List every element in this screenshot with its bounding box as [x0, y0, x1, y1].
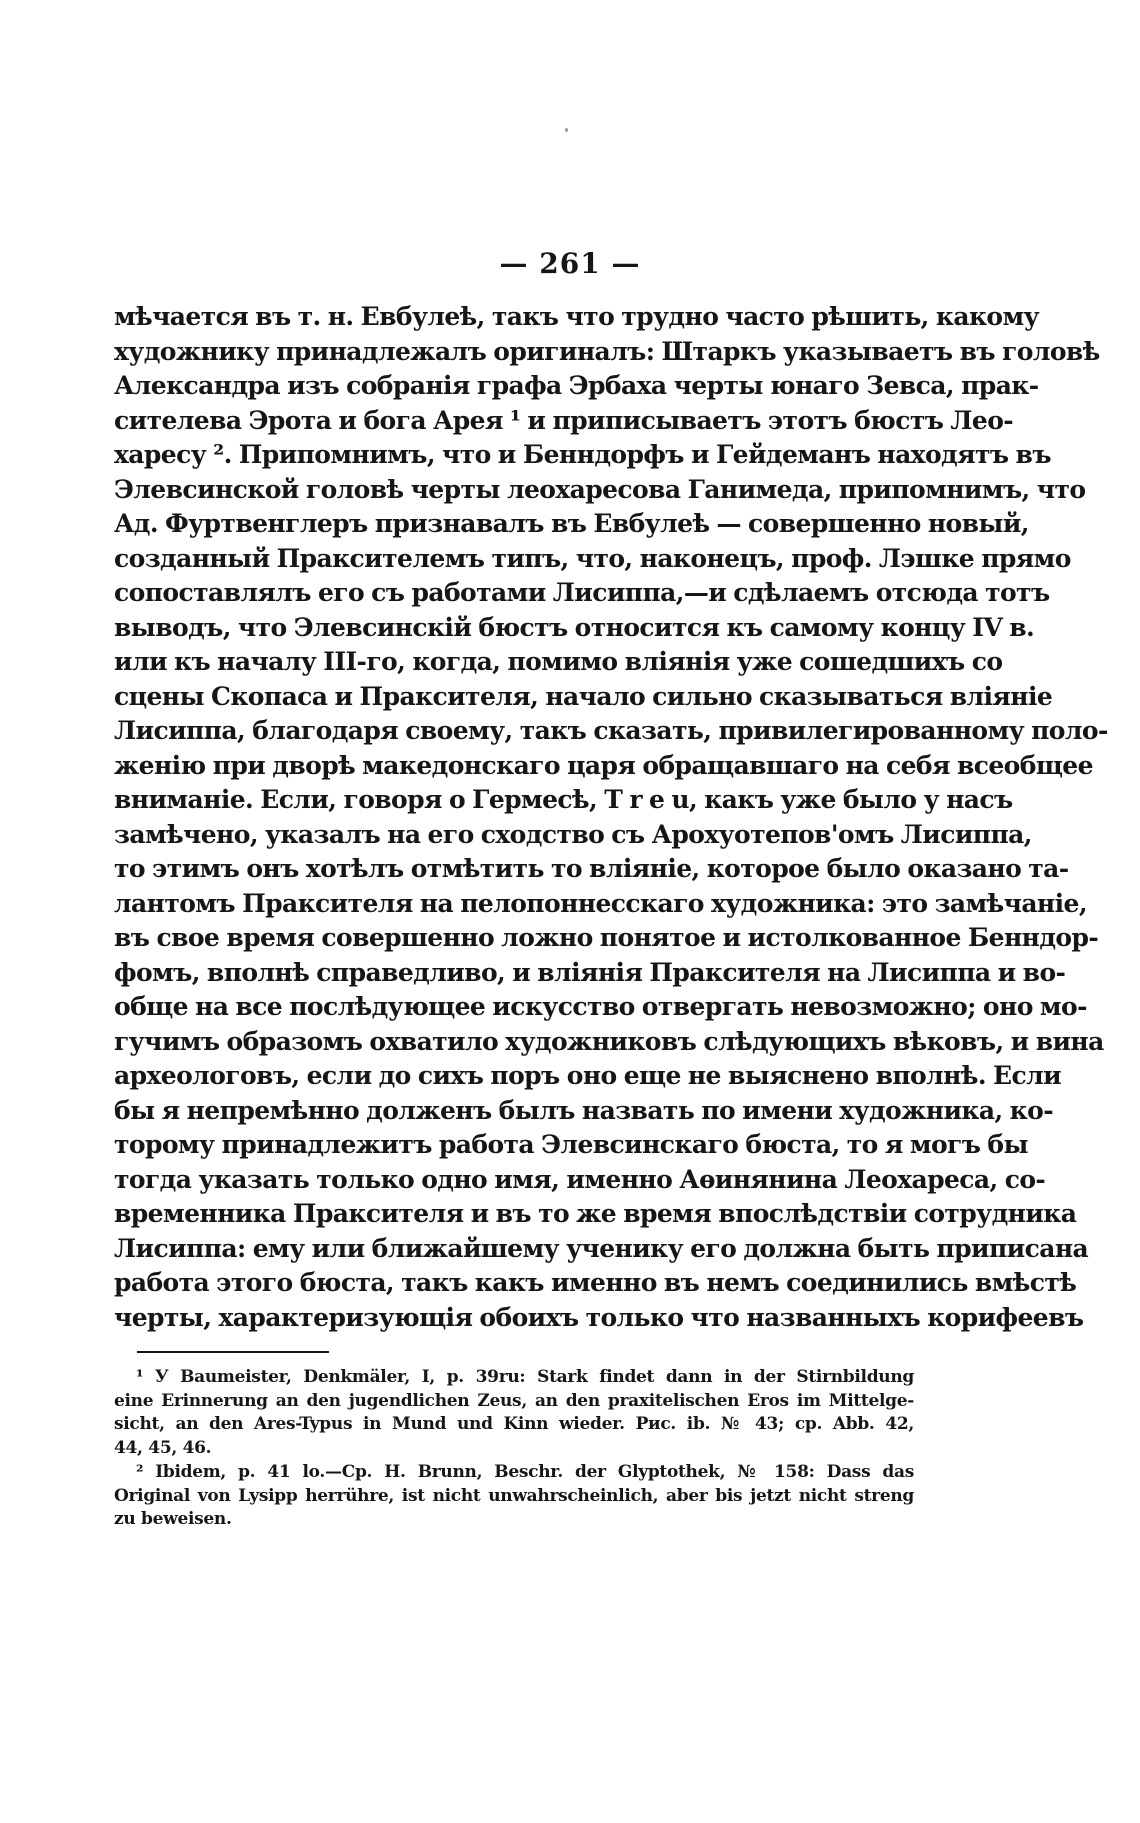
- text-line: созданный Праксителемъ типъ, что, наконецъ, проф. Лэшке прямо: [114, 543, 1071, 573]
- text-line: Ад. Фуртвенглеръ признавалъ въ Евбулеѣ — совершенно новый,: [114, 509, 1029, 538]
- text-line: работа этого бюста, такъ какъ именно въ немъ соединились вмѣстѣ: [114, 1268, 1077, 1297]
- text-line: сцены Скопаса и Праксителя, начало сильно сказываться вліяніе: [114, 681, 1053, 711]
- footnote-line: ² Ibidem, p. 41 lo.—Ср. H. Brunn, Beschr. der Glyptothek, № 158: Dass das: [136, 1462, 914, 1482]
- footnote-line: eine Erinnerung an den jugendlichen Zeus, an den praxitelischen Eros im Mittelge-: [114, 1390, 914, 1411]
- text-line: фомъ, вполнѣ справедливо, и вліянія Праксителя на Лисиппа и во-: [114, 957, 1066, 987]
- text-line: Лисиппа: ему или ближайшему ученику его должна быть приписана: [114, 1233, 1089, 1263]
- text-line: или къ началу III-го, когда, помимо вліянія уже сошедшихъ со: [114, 647, 1003, 676]
- footnote-line: Original von Lysipp herrühre, ist nicht unwahrscheinlich, aber bis jetzt nicht streng: [114, 1485, 914, 1506]
- text-line: замѣчено, указалъ на его сходство съ Арохуотепов'омъ Лисиппа,: [114, 819, 1032, 849]
- text-line: вниманіе. Если, говоря о Гермесѣ, Т r е u, какъ уже было у насъ: [114, 785, 1013, 814]
- footnote-1: [114, 1366, 914, 1460]
- page-number: — 261 —: [499, 247, 641, 280]
- footnote-line: 44, 45, 46.: [114, 1437, 212, 1458]
- text-line: Элевсинской головѣ черты леохаресова Ганимеда, припомнимъ, что: [114, 474, 1086, 504]
- text-line: временника Праксителя и въ то же время впослѣдствіи сотрудника: [114, 1199, 1077, 1228]
- footnote-2: [114, 1461, 914, 1532]
- text-line: черты, характеризующія обоихъ только что названныхъ корифеевъ: [114, 1302, 1084, 1332]
- text-line: гучимъ образомъ охватило художниковъ слѣдующихъ вѣковъ, и вина: [114, 1026, 1104, 1056]
- footnote-line: ¹ У Baumeister, Denkmäler, I, p. 39ru: Stark findet dann in der Stirnbildung: [136, 1367, 914, 1387]
- text-line: то этимъ онъ хотѣлъ отмѣтить то вліяніе, которое было оказано та-: [114, 854, 1069, 883]
- text-line: мѣчается въ т. н. Евбулеѣ, такъ что трудно часто рѣшить, какому: [114, 302, 1039, 331]
- footnotes: [114, 1366, 914, 1532]
- text-line: ситeлева Эрота и бога Арея ¹ и приписываетъ этотъ бюстъ Лео-: [114, 405, 1014, 435]
- text-line: торому принадлежитъ работа Элевсинскаго бюста, то я могъ бы: [114, 1130, 1028, 1159]
- footnote-line: zu beweisen.: [114, 1509, 232, 1529]
- text-line: выводъ, что Элевсинскій бюстъ относится къ самому концу IV в.: [114, 612, 1035, 642]
- text-line: тогда указать только одно имя, именно Аѳинянина Леохареса, со-: [114, 1164, 1046, 1194]
- text-line: женію при дворѣ македонскаго царя обращавшаго на себя всеобщее: [114, 750, 1093, 780]
- text-line: Александра изъ собранія графа Эрбаха черты юнаго Зевса, прак-: [114, 371, 1039, 400]
- text-line: бы я непремѣнно долженъ былъ назвать по имени художника, ко-: [114, 1095, 1053, 1125]
- text-line: лантомъ Праксителя на пелопоннесскаго художника: это замѣчаніе,: [114, 888, 1087, 918]
- text-line: сопоставлялъ его съ работами Лисиппа,—и сдѣлаемъ отсюда тотъ: [114, 578, 1050, 607]
- text-line: харесу ². Припомнимъ, что и Бенндорфъ и Гейдеманъ находятъ въ: [114, 440, 1051, 469]
- main-text: [114, 300, 1108, 1335]
- text-line: археологовъ, если до сихъ поръ оно еще не выяснено вполнѣ. Если: [114, 1061, 1062, 1090]
- text-line: Лисиппа, благодаря своему, такъ сказать, привилегированному поло-: [114, 716, 1108, 745]
- footnote-line: sicht, an den Ares-Typus in Mund und Kinn wieder. Рис. ib. № 43; ср. Abb. 42,: [114, 1414, 914, 1434]
- footnote-divider: [137, 1351, 329, 1353]
- paper-speck: [565, 128, 568, 132]
- text-line: обще на все послѣдующее искусство отвергать невозможно; оно мо-: [114, 992, 1087, 1021]
- text-line: художнику принадлежалъ оригиналъ: Штаркъ указываетъ въ головѣ: [114, 336, 1100, 366]
- text-line: въ свое время совершенно ложно понятое и истолкованное Бенндор-: [114, 923, 1099, 952]
